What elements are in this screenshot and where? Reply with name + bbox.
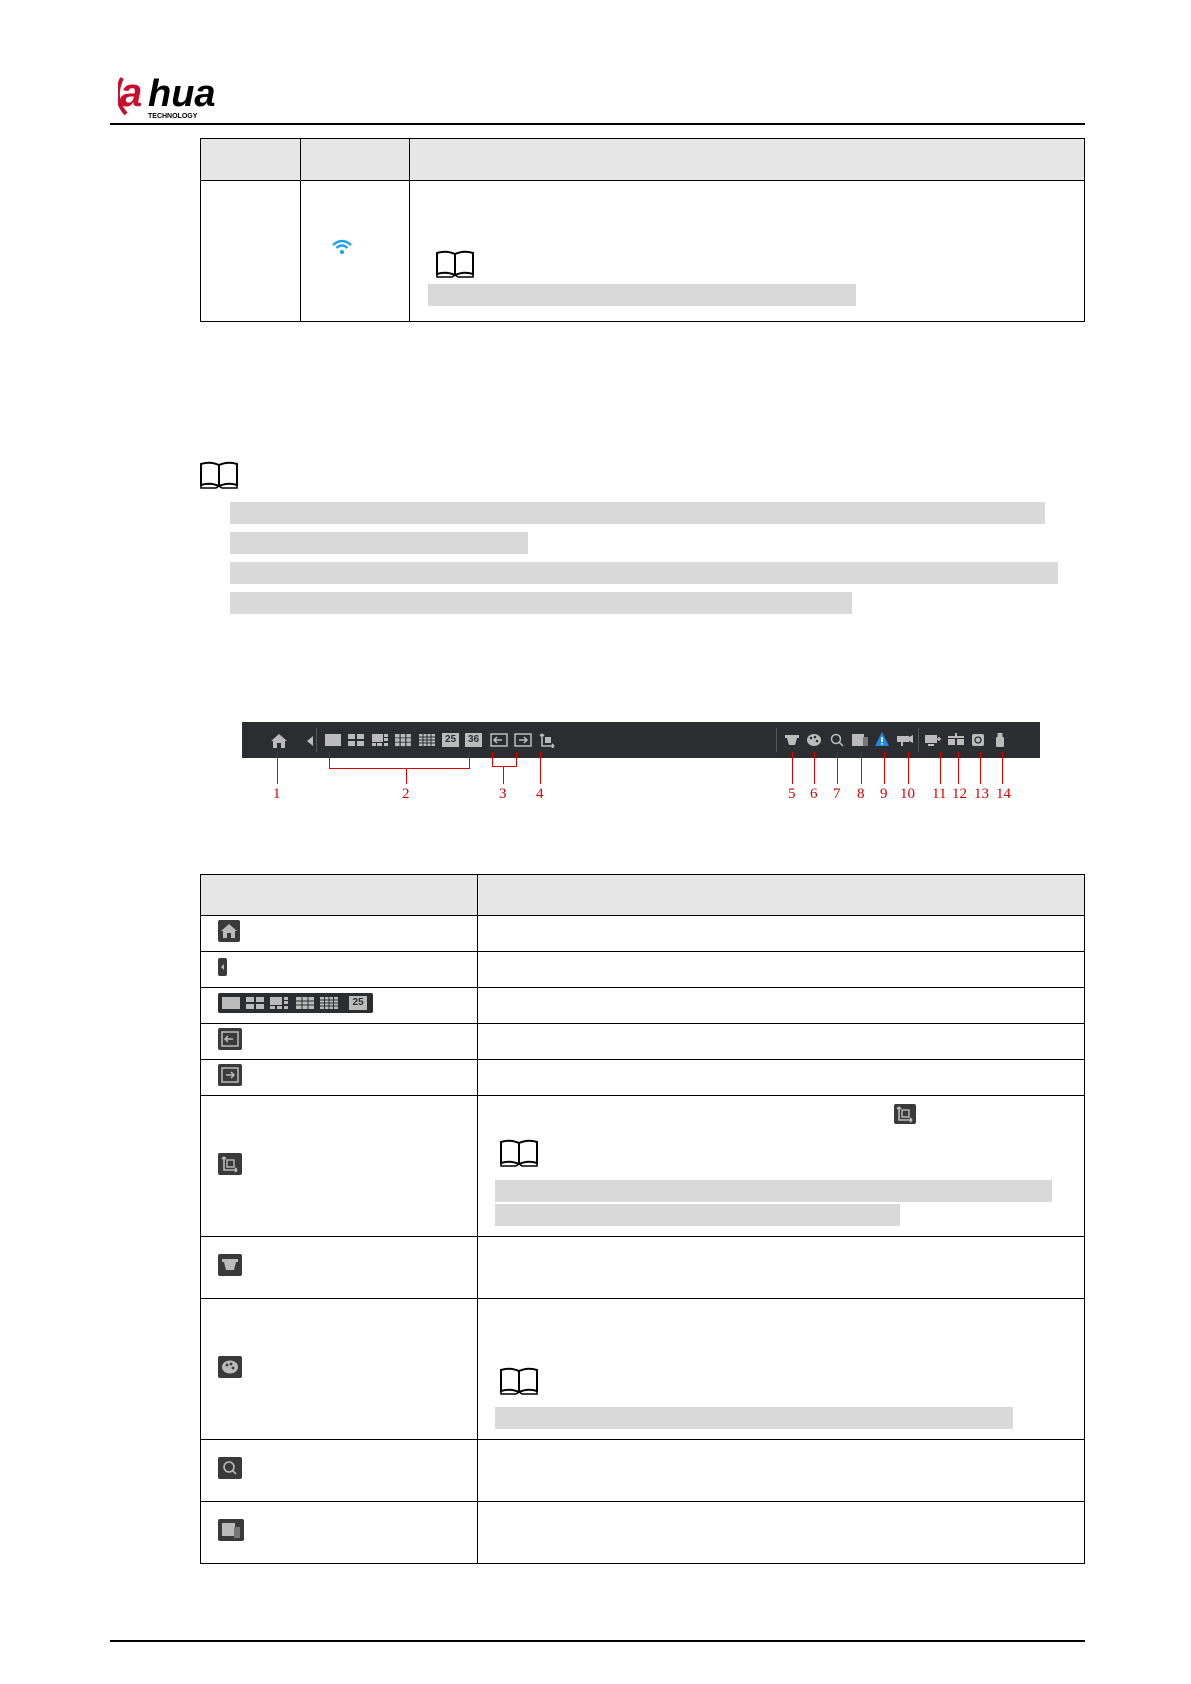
layout-9-icon[interactable] <box>394 733 412 747</box>
table-row <box>201 1024 1085 1060</box>
table-cell <box>478 1299 1085 1440</box>
callout-number: 6 <box>810 786 818 802</box>
table-row <box>201 1440 1085 1502</box>
table-cell <box>478 1502 1085 1564</box>
callout-number: 3 <box>499 786 507 802</box>
callout-number: 14 <box>996 786 1011 802</box>
callout-number: 2 <box>402 786 410 802</box>
callout-bracket <box>492 752 493 766</box>
table-row <box>201 988 1085 1024</box>
footer-rule <box>110 1640 1085 1642</box>
table-cell <box>201 181 301 322</box>
note-redaction <box>230 562 1058 584</box>
callout-number: 9 <box>880 786 888 802</box>
table-cell <box>201 988 478 1024</box>
next-screen-icon[interactable] <box>514 733 532 747</box>
table-cell <box>201 1237 478 1299</box>
table-cell <box>478 1440 1085 1502</box>
table-cell <box>201 952 478 988</box>
tour-icon <box>894 1104 916 1124</box>
layout-8-icon[interactable] <box>371 733 389 747</box>
callout-number: 12 <box>952 786 967 802</box>
callout-line <box>792 752 793 784</box>
svg-text:a: a <box>120 71 143 115</box>
table-row <box>201 1096 1085 1237</box>
callout-line <box>980 752 981 784</box>
table-cell <box>201 916 478 952</box>
color-icon[interactable] <box>806 733 822 747</box>
table-cell <box>301 181 410 322</box>
home-icon[interactable] <box>270 733 288 749</box>
ptz-icon <box>218 1254 242 1276</box>
callout-number: 11 <box>932 786 947 802</box>
callout-line <box>908 752 909 784</box>
top-table <box>200 138 1085 322</box>
callout-line <box>884 752 885 784</box>
layout-16-icon[interactable] <box>418 733 436 747</box>
note-redaction <box>495 1204 900 1226</box>
table-row <box>201 952 1085 988</box>
header-cell <box>201 139 301 181</box>
table-cell <box>201 1299 478 1440</box>
toolbar-divider <box>918 728 919 752</box>
callout-number: 1 <box>273 786 281 802</box>
book-icon <box>498 1138 540 1168</box>
callout-line <box>1002 752 1003 784</box>
table-cell <box>478 1096 1085 1237</box>
network-icon[interactable] <box>924 733 942 747</box>
tour-icon <box>218 1153 242 1175</box>
header-cell <box>478 875 1085 916</box>
color-icon <box>218 1356 242 1378</box>
table-cell <box>201 1096 478 1237</box>
callout-bracket <box>469 752 470 768</box>
callout-bracket <box>329 752 330 768</box>
callout-line <box>406 768 407 784</box>
previous-screen-icon <box>218 1028 242 1050</box>
note-redaction <box>230 592 852 614</box>
toolbar-divider <box>776 728 777 752</box>
search-icon[interactable] <box>830 733 844 747</box>
layout-1-icon[interactable] <box>324 733 342 747</box>
record-icon <box>218 1519 244 1541</box>
table-cell <box>410 181 1085 322</box>
camera-icon[interactable] <box>896 733 914 747</box>
svg-text:TECHNOLOGY: TECHNOLOGY <box>148 113 198 120</box>
table-cell <box>201 1502 478 1564</box>
header-rule <box>110 123 1085 125</box>
toolbar-divider <box>316 728 317 752</box>
callout-line <box>837 752 838 784</box>
header-cell <box>201 875 478 916</box>
callout-line <box>940 752 941 784</box>
alarm-icon[interactable] <box>874 731 890 747</box>
book-icon <box>436 389 478 419</box>
previous-screen-icon[interactable] <box>490 733 508 747</box>
callout-bracket <box>492 766 517 767</box>
table-cell <box>478 952 1085 988</box>
search-icon <box>218 1457 242 1479</box>
book-icon <box>198 460 240 490</box>
note-redaction <box>428 284 856 306</box>
header-cell <box>301 139 410 181</box>
callout-line <box>861 752 862 784</box>
table-header <box>201 875 1085 916</box>
table-cell <box>201 1060 478 1096</box>
collapse-arrow-icon[interactable] <box>306 736 314 746</box>
table-cell <box>201 1024 478 1060</box>
layout-4-icon[interactable] <box>347 733 365 747</box>
book-icon <box>498 1366 540 1396</box>
table-cell <box>478 916 1085 952</box>
callout-line <box>540 752 541 784</box>
table-row <box>201 1299 1085 1440</box>
dahua-logo <box>118 68 258 124</box>
callout-number: 5 <box>788 786 796 802</box>
table-row <box>201 181 1085 322</box>
table-row <box>201 1060 1085 1096</box>
table-row <box>201 916 1085 952</box>
callout-bracket <box>516 752 517 766</box>
table-row <box>201 1502 1085 1564</box>
usb-icon[interactable] <box>994 733 1006 748</box>
note-redaction <box>495 1407 1013 1429</box>
message-icon[interactable] <box>971 733 985 747</box>
toolbar-description-table <box>200 874 1085 1564</box>
note-redaction <box>230 532 528 554</box>
callout-line <box>503 766 504 784</box>
layout-25-icon[interactable]: 25 <box>442 733 459 747</box>
smart-icon[interactable] <box>947 733 965 747</box>
callout-number: 8 <box>857 786 865 802</box>
home-icon <box>218 920 240 942</box>
note-redaction <box>230 502 1045 524</box>
layout-36-icon[interactable]: 36 <box>465 733 482 747</box>
table-cell <box>478 988 1085 1024</box>
ptz-icon[interactable] <box>784 733 800 747</box>
callout-line <box>958 752 959 784</box>
header-cell <box>410 139 1085 181</box>
table-cell <box>478 1237 1085 1299</box>
callout-number: 13 <box>974 786 989 802</box>
table-cell <box>478 1024 1085 1060</box>
collapse-arrow-icon <box>218 958 227 976</box>
wifi-icon <box>331 237 353 257</box>
table-row <box>201 1237 1085 1299</box>
callout-number: 7 <box>833 786 841 802</box>
tour-icon[interactable] <box>538 732 556 748</box>
top-table-header <box>201 139 1085 181</box>
record-icon[interactable] <box>851 733 869 747</box>
book-icon <box>434 249 476 279</box>
callout-line <box>277 752 278 784</box>
table-cell <box>478 1060 1085 1096</box>
callout-number: 10 <box>900 786 915 802</box>
layout-25-label: 25 <box>349 996 367 1010</box>
note-redaction <box>495 1180 1052 1202</box>
table-cell <box>201 1440 478 1502</box>
layout-group-icon <box>218 993 373 1013</box>
next-screen-icon <box>218 1064 242 1086</box>
callout-number: 4 <box>536 786 544 802</box>
callout-line <box>814 752 815 784</box>
callout-bracket <box>329 768 470 769</box>
svg-text:hua: hua <box>148 73 216 115</box>
